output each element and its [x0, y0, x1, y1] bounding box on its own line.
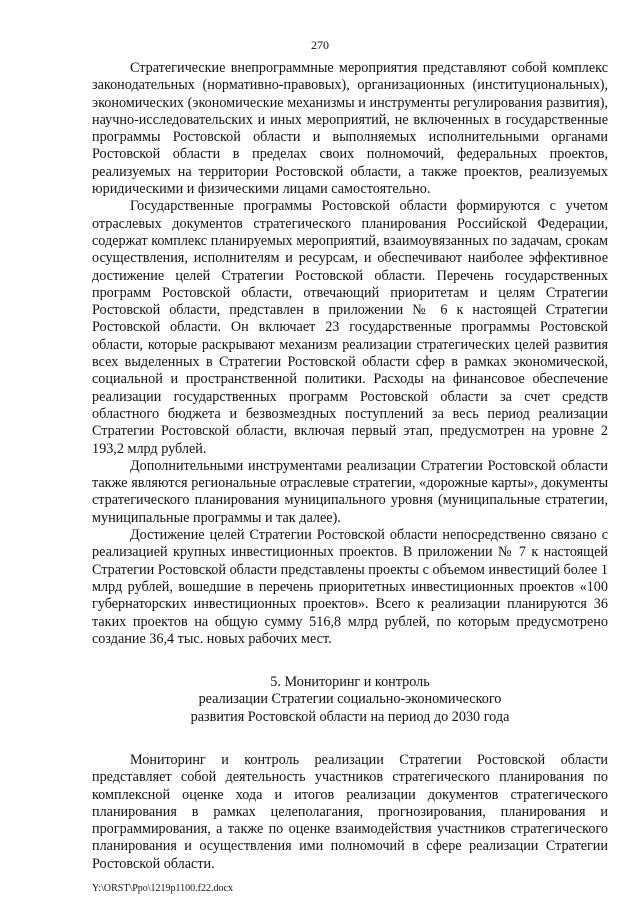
footer-file-path: Y:\ORST\Ppo\1219p1100.f22.docx [92, 883, 233, 894]
section-heading [92, 674, 608, 726]
paragraph: Мониторинг и контроль реализации Стратегии Ростовской области представляет собой деятельность участников стратегического планирования по комплексной оценке хода и итогов реализации документов стратегического планирования в рамках целеполагания, прогнозирования, планирования и программирования, а также по оценке взаимодействия участников стратегического планирования и осуществления ими полномочий в сфере реализации Стратегии Ростовской области. [92, 751, 608, 872]
section-heading-line: развития Ростовской области на период до 2030 года [190, 708, 510, 725]
section-heading-line: реализации Стратегии социально-экономического [198, 691, 502, 708]
paragraph: Стратегические внепрограммные мероприятия представляют собой комплекс законодательных (нормативно-правовых), организационных (институциональных), экономических (экономические механизмы и инструменты регулирования развития), научно-исследовательских и иных мероприятий, не включенных в государственные программы Ростовской области и выполняемых исполнительными органами Ростовской области в пределах своих полномочий, федеральных проектов, реализуемых на территории Ростовской области, а также проектов, реализуемых юридическими и физическими лицами самостоятельно. [92, 60, 608, 198]
paragraph: Дополнительными инструментами реализации Стратегии Ростовской области также являются региональные отраслевые стратегии, «дорожные карты», документы стратегического планирования муниципального уровня (муниципальные стратегии, муниципальные программы и так далее). [92, 457, 608, 526]
paragraph: Государственные программы Ростовской области формируются с учетом отраслевых документов стратегического планирования Российской Федерации, содержат комплекс планируемых мероприятий, взаимоувязанных по задачам, срокам осуществления, исполнителям и ресурсам, и обеспечивают наиболее эффективное достижение целей Стратегии Ростовской области. Перечень государственных программ Ростовской области, отвечающий приоритетам и целям Стратегии Ростовской области, представлен в приложении № 6 к настоящей Стратегии Ростовской области. Он включает 23 государственные программы Ростовской области, которые раскрывают механизм реализации стратегических целей развития всех выделенных в Стратегии Ростовской области сфер в рамках экономической, социальной и пространственной политики. Расходы на финансовое обеспечение реализации государственных программ Ростовской области за счет средств областного бюджета и безвозмездных поступлений за весь период реализации Стратегии Ростовской области, включая первый этап, предусмотрен на уровне 2 193,2 млрд рублей. [92, 198, 608, 457]
paragraph: Достижение целей Стратегии Ростовской области непосредственно связано с реализацией крупных инвестиционных проектов. В приложении № 7 к настоящей Стратегии Ростовской области представлены проекты с объемом инвестиций более 1 млрд рублей, вошедшие в перечень приоритетных инвестиционных проектов «100 губернаторских инвестиционных проектов». Всего к реализации планируются 36 таких проектов на общую сумму 516,8 млрд рублей, по которым предусмотрено создание 36,4 тыс. новых рабочих мест. [92, 527, 608, 647]
page-number: 270 [311, 38, 329, 52]
section-heading-line: 5. Мониторинг и контроль [270, 674, 430, 691]
document-body [92, 60, 608, 873]
